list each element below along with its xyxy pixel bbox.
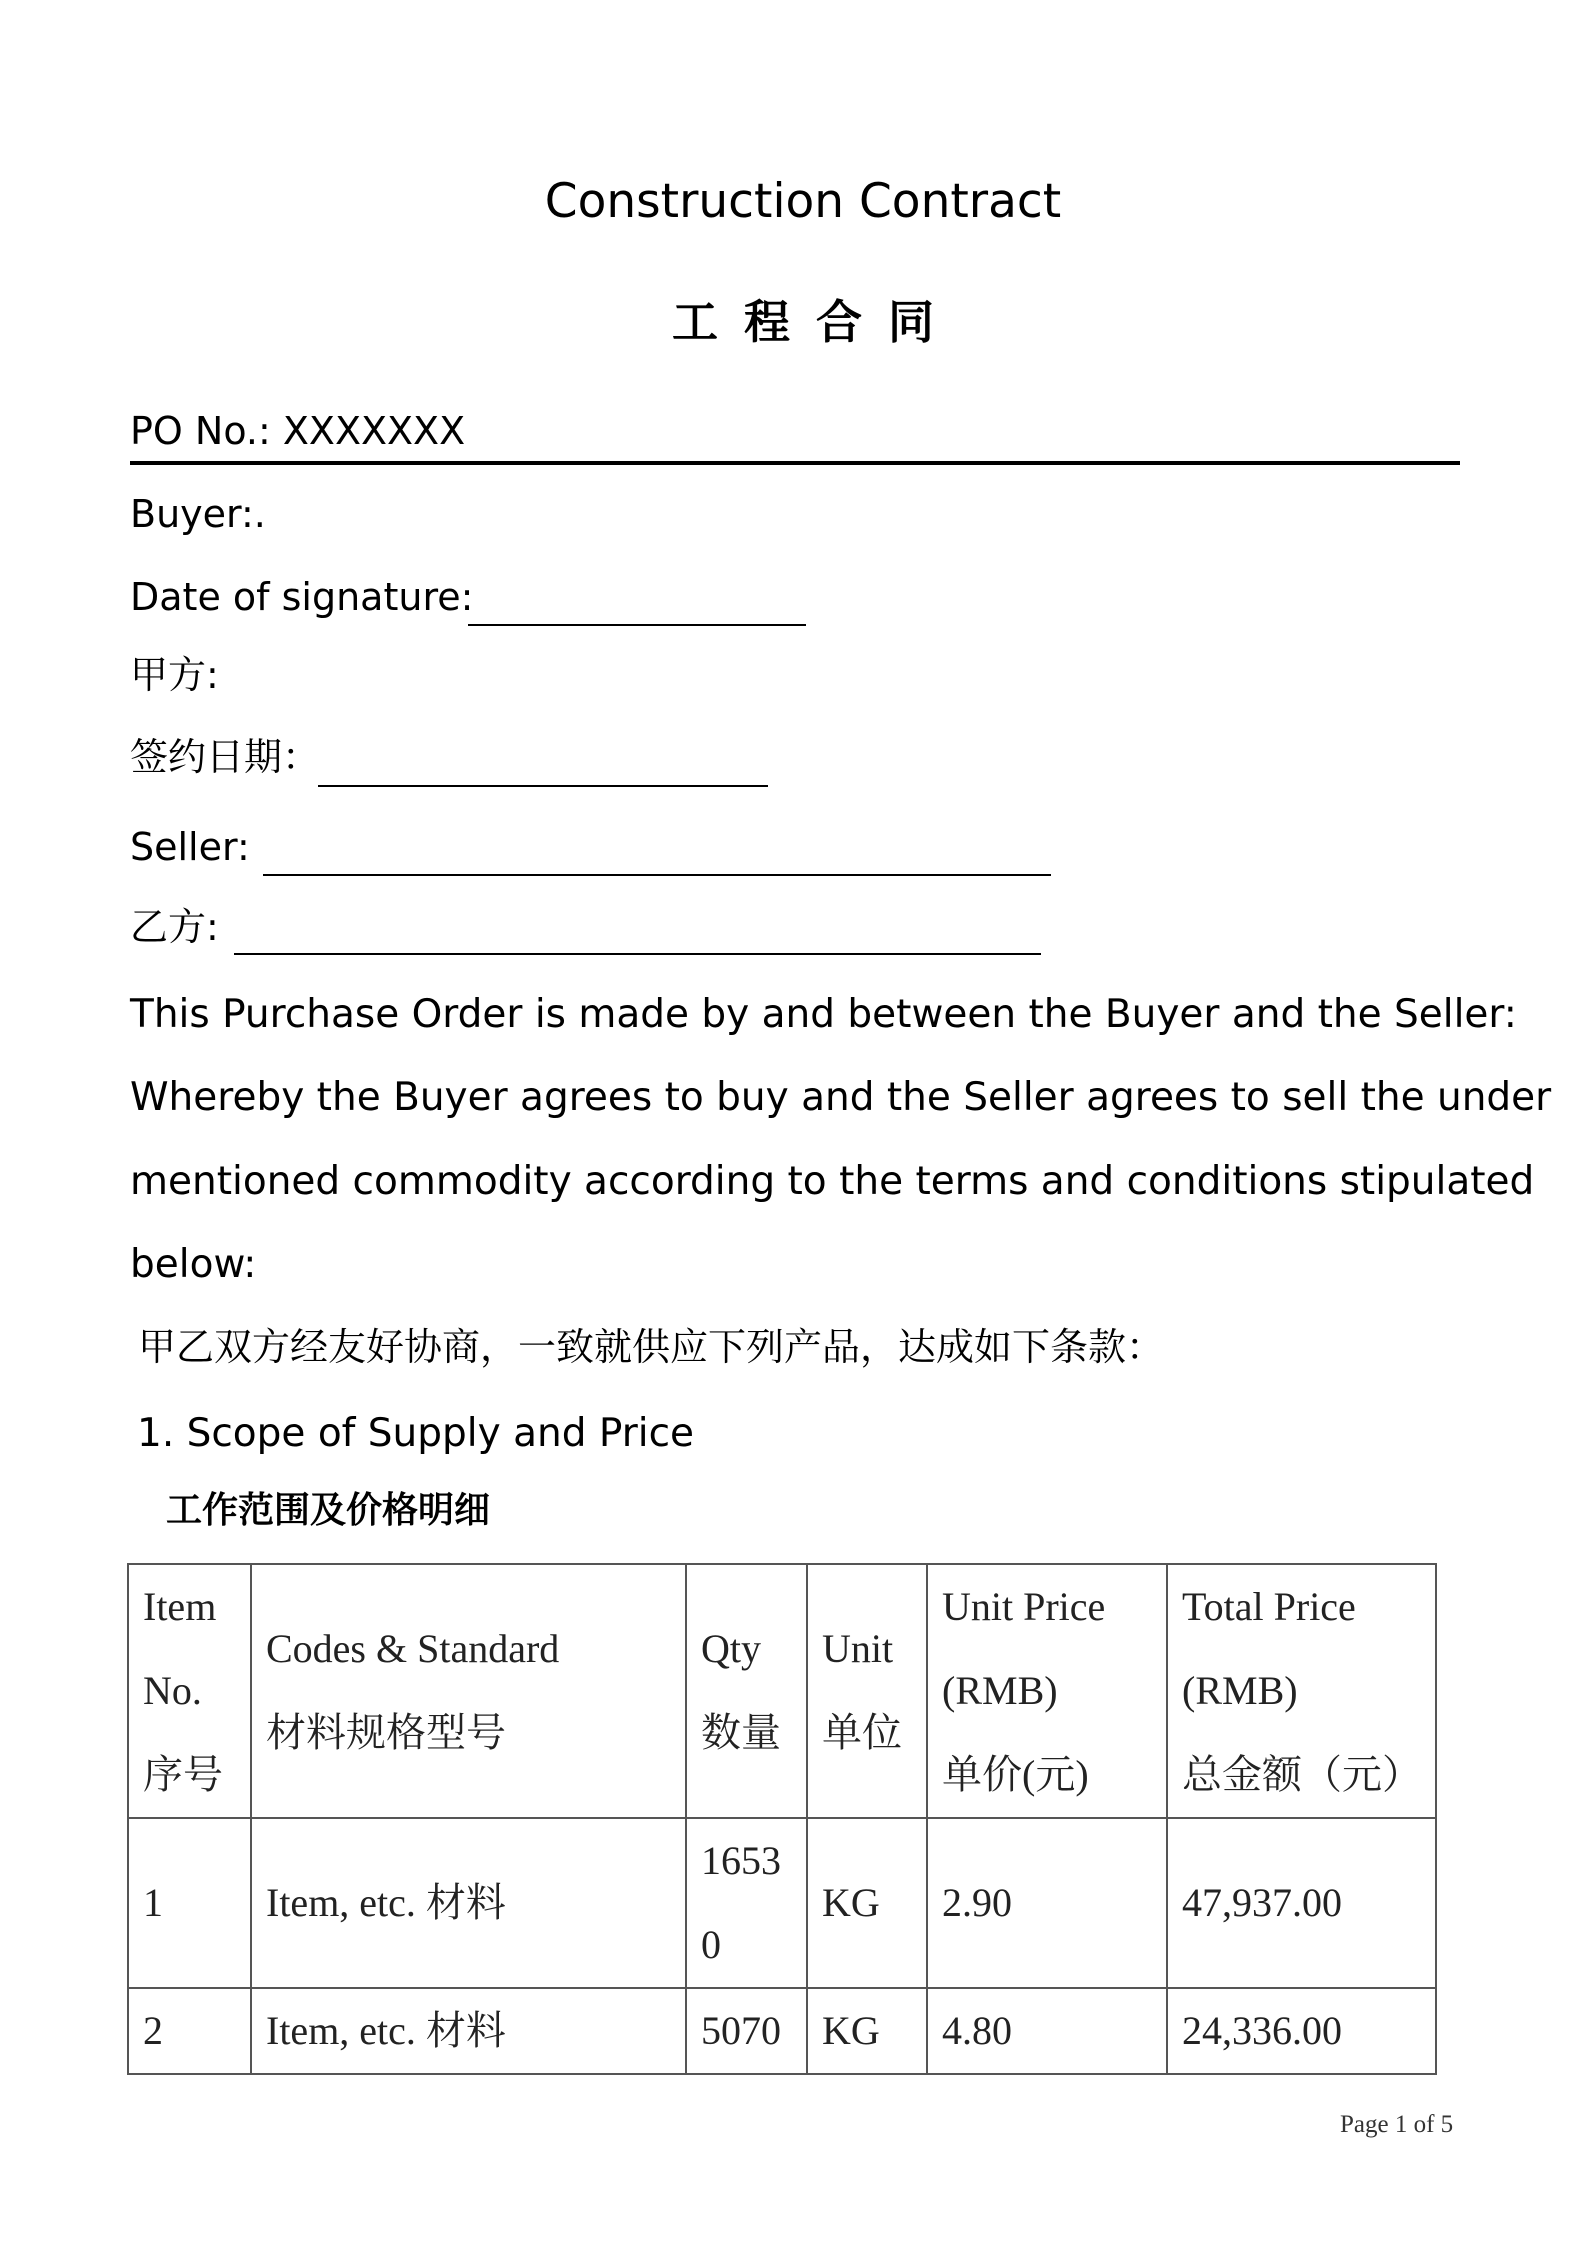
party-a-label: 甲方:: [130, 653, 219, 697]
header-item-no: Item No. 序号: [128, 1564, 251, 1818]
cell-unit: KG: [807, 1988, 927, 2074]
table-header-row: [128, 1564, 1436, 1818]
cell-unit: KG: [807, 1818, 927, 1988]
cell-total-price: 24,336.00: [1167, 1988, 1436, 2074]
intro-chinese: 甲乙双方经友好协商，一致就供应下列产品，达成如下条款：: [138, 1325, 1165, 1369]
header-qty: Qty 数量: [686, 1564, 807, 1818]
intro-line: mentioned commodity according to the terms and conditions stipulated: [130, 1159, 1535, 1204]
intro-line: Whereby the Buyer agrees to buy and the Seller agrees to sell the under: [130, 1075, 1552, 1120]
document-title-chinese: 工程合同: [672, 295, 960, 349]
section-heading: 1. Scope of Supply and Price: [137, 1411, 695, 1456]
cell-item: Item, etc. 材料: [251, 1988, 686, 2074]
cell-item: Item, etc. 材料: [251, 1818, 686, 1988]
page-number: Page 1 of 5: [1340, 2111, 1454, 2138]
date-of-signature-blank[interactable]: [468, 624, 806, 626]
party-b-label: 乙方:: [130, 905, 219, 949]
cell-no: 2: [128, 1988, 251, 2074]
header-codes-standard: Codes & Standard 材料规格型号: [251, 1564, 686, 1818]
table-row: [128, 1818, 1436, 1988]
document-title: Construction Contract: [544, 174, 1062, 229]
cell-qty: 1653 0: [686, 1818, 807, 1988]
header-unit: Unit 单位: [807, 1564, 927, 1818]
buyer-label: Buyer:.: [130, 492, 266, 536]
header-total-price: Total Price (RMB) 总金额（元）: [1167, 1564, 1436, 1818]
party-b-blank[interactable]: [234, 953, 1041, 955]
seller-label: Seller:: [130, 825, 250, 869]
po-number-underline: [130, 461, 1460, 465]
po-number-label: PO No.:: [130, 409, 271, 453]
date-of-signature-label: Date of signature:: [130, 575, 474, 619]
scope-price-table: [127, 1563, 1437, 2075]
intro-line: below:: [130, 1242, 257, 1287]
section-heading-chinese: 工作范围及价格明细: [166, 1490, 491, 1531]
header-unit-price: Unit Price (RMB) 单价(元): [927, 1564, 1167, 1818]
cell-qty: 5070: [686, 1988, 807, 2074]
cell-unit-price: 4.80: [927, 1988, 1167, 2074]
cell-unit-price: 2.90: [927, 1818, 1167, 1988]
cell-no: 1: [128, 1818, 251, 1988]
signing-date-chinese-label: 签约日期：: [130, 735, 321, 779]
po-number: [130, 406, 465, 456]
po-number-value: XXXXXXX: [282, 409, 466, 453]
table-row: [128, 1988, 1436, 2074]
cell-total-price: 47,937.00: [1167, 1818, 1436, 1988]
intro-line: This Purchase Order is made by and between the Buyer and the Seller:: [130, 992, 1517, 1037]
signing-date-chinese-blank[interactable]: [318, 785, 768, 787]
seller-blank[interactable]: [263, 874, 1051, 876]
